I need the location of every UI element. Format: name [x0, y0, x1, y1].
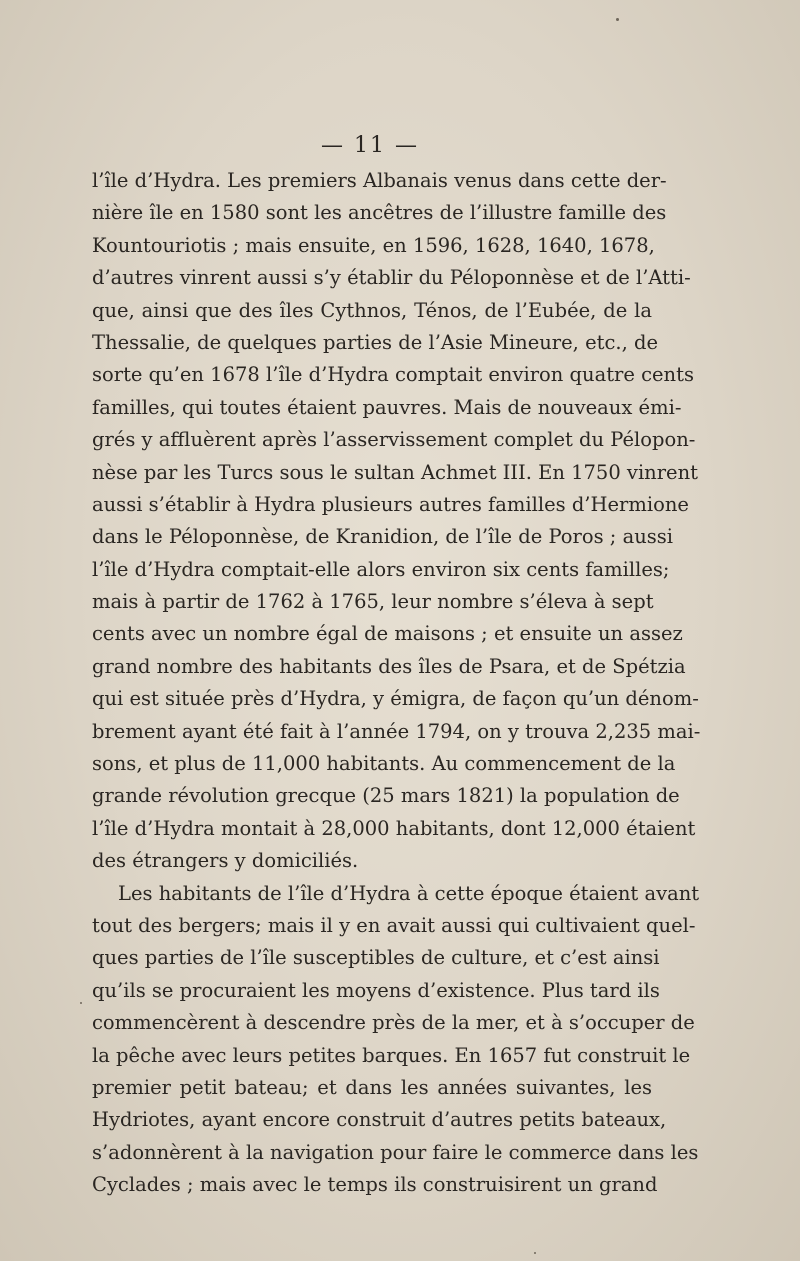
text-line: nière île en 1580 sont les ancêtres de l’illustre famille des	[92, 201, 667, 225]
text-line: grand nombre des habitants des îles de Psara, et de Spétzia	[92, 654, 686, 678]
text-line: tout des bergers; mais il y en avait aussi qui cultivaient quel-	[92, 913, 696, 937]
text-line: cents avec un nombre égal de maisons ; et ensuite un assez	[92, 622, 683, 646]
text-line: l’île d’Hydra montait à 28,000 habitants, dont 12,000 étaient	[92, 816, 696, 840]
text-line: que, ainsi que des îles Cythnos, Ténos, de l’Eubée, de la	[92, 298, 652, 322]
paper-speck	[616, 18, 619, 21]
text-line: Les habitants de l’île d’Hydra à cette époque étaient avant	[118, 881, 700, 905]
text-line: premier petit bateau; et dans les années suivantes, les	[92, 1075, 652, 1099]
text-line: familles, qui toutes étaient pauvres. Mais de nouveaux émi-	[92, 395, 682, 419]
paragraph	[92, 165, 701, 878]
text-line: Kountouriotis ; mais ensuite, en 1596, 1628, 1640, 1678,	[92, 233, 655, 257]
paragraph	[92, 878, 700, 1202]
text-line: brement ayant été fait à l’année 1794, on y trouva 2,235 mai-	[92, 719, 701, 743]
text-line: commencèrent à descendre près de la mer, et à s’occuper de	[92, 1011, 695, 1035]
text-line: ques parties de l’île susceptibles de culture, et c’est ainsi	[92, 946, 660, 970]
text-line: d’autres vinrent aussi s’y établir du Péloponnèse et de l’Atti-	[92, 266, 691, 290]
text-line: s’adonnèrent à la navigation pour faire le commerce dans les	[92, 1140, 699, 1164]
text-line: Hydriotes, ayant encore construit d’autres petits bateaux,	[92, 1108, 667, 1132]
text-line: l’île d’Hydra comptait-elle alors environ six cents familles;	[92, 557, 670, 581]
text-line: Thessalie, de quelques parties de l’Asie Mineure, etc., de	[92, 330, 658, 354]
text-line: nèse par les Turcs sous le sultan Achmet III. En 1750 vinrent	[92, 460, 698, 484]
page-number: — 11 —	[321, 133, 419, 158]
text-line: grande révolution grecque (25 mars 1821) la population de	[92, 784, 680, 808]
text-line: dans le Péloponnèse, de Kranidion, de l’île de Poros ; aussi	[92, 525, 674, 549]
body-text	[92, 165, 701, 1202]
text-line: mais à partir de 1762 à 1765, leur nombre s’éleva à sept	[92, 590, 654, 614]
paper-speck	[80, 1002, 82, 1004]
text-line: aussi s’établir à Hydra plusieurs autres familles d’Hermione	[92, 492, 689, 516]
text-line: Cyclades ; mais avec le temps ils construisirent un grand	[92, 1173, 658, 1197]
text-line: l’île d’Hydra. Les premiers Albanais venus dans cette der-	[92, 169, 667, 192]
text-line: qu’ils se procuraient les moyens d’existence. Plus tard ils	[92, 978, 660, 1002]
text-line: sorte qu’en 1678 l’île d’Hydra comptait environ quatre cents	[92, 363, 694, 387]
text-line: la pêche avec leurs petites barques. En 1657 fut construit le	[92, 1043, 691, 1067]
text-line: sons, et plus de 11,000 habitants. Au commencement de la	[92, 752, 676, 776]
paper-speck	[534, 1252, 536, 1254]
text-line: des étrangers y domiciliés.	[92, 849, 359, 873]
text-line: grés y affluèrent après l’asservissement complet du Pélopon-	[92, 428, 696, 452]
text-line: qui est située près d’Hydra, y émigra, de façon qu’un dénom-	[92, 687, 699, 711]
